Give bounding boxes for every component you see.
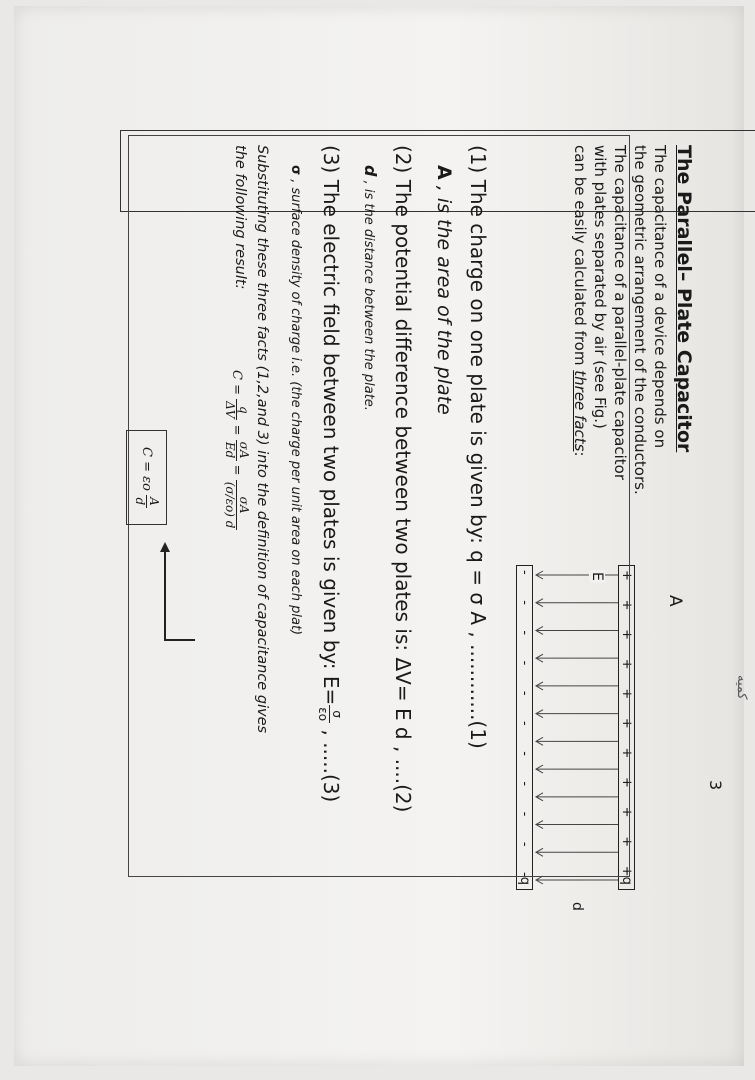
intro-line-4: with plates separated by air (see Fig.) bbox=[591, 145, 609, 429]
bottom-plate-charge-3: - bbox=[517, 660, 532, 666]
fact-3-note-text: , surface density of charge i.e. (the charge per unit area on each plat) bbox=[288, 175, 303, 636]
fact-3-note bbox=[288, 165, 303, 635]
result-arrow bbox=[135, 540, 195, 650]
fact-3-suffix: , .....(3) bbox=[319, 723, 343, 803]
three-facts-underlined: three facts bbox=[571, 370, 589, 452]
bottom-plate-charge-8: - bbox=[517, 811, 532, 817]
top-plate-charge-6: + bbox=[619, 747, 634, 759]
intro-line-1: The capacitance of a device depends on bbox=[651, 145, 669, 449]
intro-line-2: the geometric arrangement of the conductors. bbox=[631, 145, 649, 495]
fact-3-note-symbol: σ bbox=[288, 165, 303, 176]
top-plate-charge-9: + bbox=[619, 836, 634, 848]
fact-1-note-text: , is the area of the plate bbox=[433, 179, 455, 415]
substitution-line-1: Substituting these three facts (1,2,and 3) into the definition of capacitance gives bbox=[254, 145, 270, 734]
capacitance-derivation: C = q ΔV = σA Ed = σA (σ/εo) d bbox=[223, 370, 251, 529]
top-plate-charge-3: + bbox=[619, 658, 634, 670]
fact-2-note-text: , is the distance between the plate. bbox=[361, 176, 376, 411]
fig-label-e: E bbox=[589, 572, 605, 581]
bottom-plate-charge-10: -q bbox=[517, 872, 532, 885]
top-plate-charge-2: + bbox=[619, 629, 634, 641]
eq-fraction-1: q ΔV bbox=[223, 401, 251, 419]
bottom-plate-charge-7: - bbox=[517, 781, 532, 787]
bottom-plate-charge-0: - bbox=[517, 570, 532, 575]
eq-fraction-3: σA (σ/εo) d bbox=[223, 481, 251, 529]
fact-2: (2) The potential difference between two plates is: ΔV= E d , ....(2) bbox=[391, 145, 415, 813]
bottom-plate-charge-4: - bbox=[517, 690, 532, 696]
eq-fraction-2: σA Ed bbox=[223, 441, 251, 459]
top-plate-charge-1: + bbox=[619, 599, 634, 611]
bottom-plate-charge-9: - bbox=[517, 841, 532, 847]
fact-1-note-symbol: A bbox=[433, 165, 455, 180]
boxed-fraction: A d bbox=[133, 497, 161, 506]
top-plate-charge-0: + bbox=[619, 570, 634, 581]
intro-last-prefix: can be easily calculated from bbox=[571, 145, 589, 366]
bottom-plate-charge-6: - bbox=[517, 751, 532, 756]
handwritten-note: كميه bbox=[734, 675, 749, 700]
fact-2-note bbox=[361, 165, 380, 411]
page-number: 3 bbox=[706, 780, 725, 791]
bottom-plate-charge-1: - bbox=[517, 600, 532, 605]
top-plate-charge-4: + bbox=[619, 688, 634, 700]
substitution-line-2: the following result: bbox=[232, 145, 248, 290]
fact-2-note-symbol: d bbox=[361, 165, 380, 177]
fact-1: (1) The charge on one plate is given by: q = σ A , ............(1) bbox=[466, 145, 490, 749]
fig-label-d: d bbox=[569, 902, 585, 911]
intro-line-3: The capacitance of a parallel-plate capacitor bbox=[611, 145, 629, 481]
fact-3-prefix: (3) The electric field between two plates is given by: E= bbox=[319, 145, 343, 706]
bottom-plate-charge-2: - bbox=[517, 630, 532, 636]
top-plate-charge-10: +q bbox=[619, 865, 634, 885]
fact-1-note bbox=[433, 165, 455, 415]
bottom-plate-charge-5: - bbox=[517, 721, 532, 726]
boxed-result: C = εo A d bbox=[126, 430, 167, 525]
top-plate-charge-5: + bbox=[619, 717, 634, 729]
page-title: The Parallel– Plate Capacitor bbox=[673, 145, 695, 453]
intro-last-suffix: : bbox=[571, 451, 589, 457]
top-plate-charge-7: + bbox=[619, 777, 634, 788]
fact-3-fraction: σ εo bbox=[316, 707, 344, 722]
fig-label-a: A bbox=[665, 595, 685, 607]
fact-3 bbox=[316, 145, 343, 802]
top-plate-charge-8: + bbox=[619, 806, 634, 818]
